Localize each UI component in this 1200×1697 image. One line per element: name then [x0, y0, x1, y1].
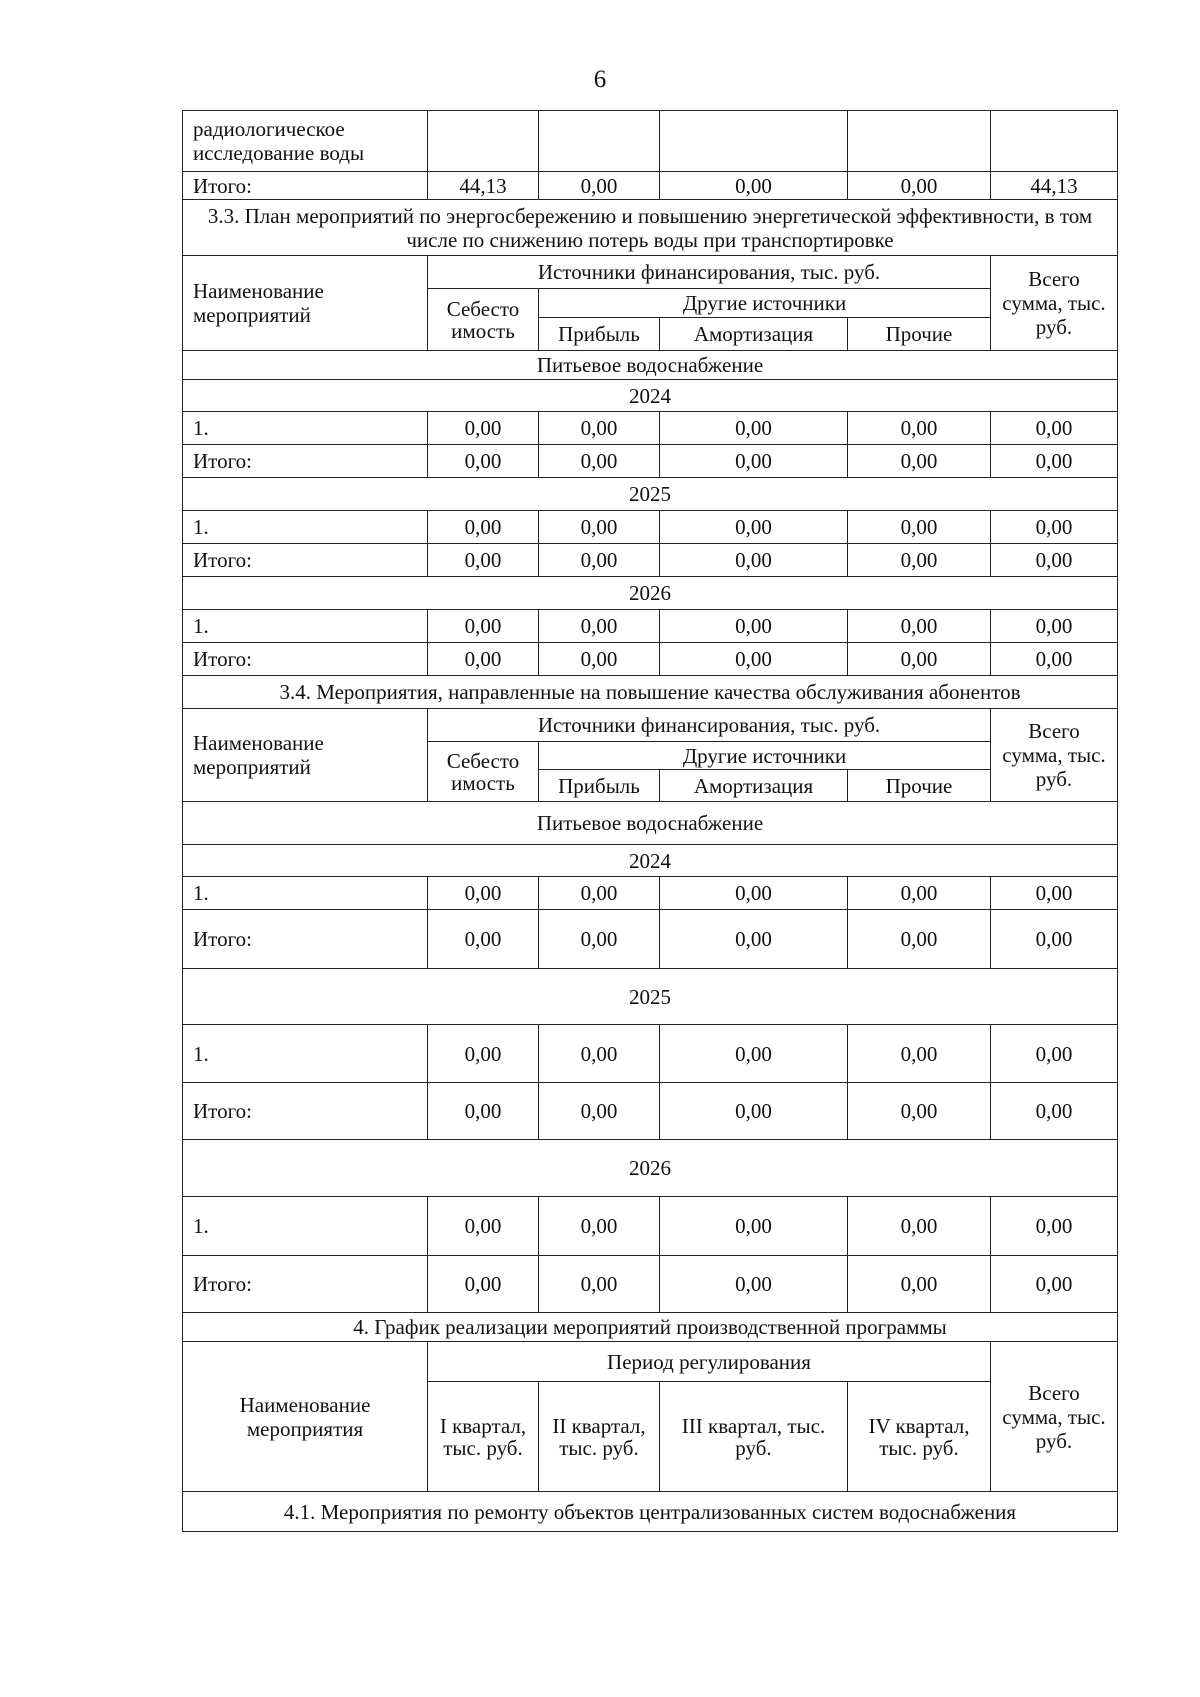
- section-title-row: [183, 1313, 1118, 1342]
- year-label: 2024: [183, 845, 1118, 877]
- cell-value: 0,00: [848, 643, 991, 676]
- cell-value: 0,00: [660, 412, 848, 445]
- cell-value: 0,00: [428, 910, 539, 969]
- header-profit: Прибыль: [539, 770, 660, 802]
- row-label: 1.: [183, 610, 428, 643]
- header-q4: IV квартал, тыс. руб.: [848, 1382, 991, 1492]
- cell-value: 0,00: [848, 1256, 991, 1313]
- subsection-row: [183, 802, 1118, 845]
- section-title-row: [183, 1492, 1118, 1532]
- section-title-3-4: 3.4. Мероприятия, направленные на повышение качества обслуживания абонентов: [183, 676, 1118, 709]
- header-cost: Себесто имость: [428, 742, 539, 802]
- cell-value: 0,00: [660, 643, 848, 676]
- table-row: [183, 643, 1118, 676]
- cell-value: 0,00: [991, 544, 1118, 577]
- cell-value: 0,00: [539, 910, 660, 969]
- table-row: [183, 172, 1118, 200]
- cell-value: 0,00: [428, 511, 539, 544]
- cell-value: 0,00: [848, 1197, 991, 1256]
- header-profit: Прибыль: [539, 318, 660, 351]
- subsection-row: [183, 351, 1118, 380]
- cell-value: 0,00: [428, 1197, 539, 1256]
- cell-value: 0,00: [539, 610, 660, 643]
- table-row: [183, 412, 1118, 445]
- header-name: Наименование мероприятий: [183, 256, 428, 351]
- header-period: Период регулирования: [428, 1342, 991, 1382]
- cell-value: 0,00: [539, 445, 660, 478]
- cell-value: 0,00: [848, 511, 991, 544]
- header-cost: Себесто имость: [428, 289, 539, 351]
- header-amort: Амортизация: [660, 770, 848, 802]
- cell-value: 0,00: [539, 1083, 660, 1140]
- cell-value: 0,00: [660, 910, 848, 969]
- header-sources: Источники финансирования, тыс. руб.: [428, 709, 991, 742]
- cell-value: 0,00: [848, 1025, 991, 1083]
- row-label: радиологическое исследование воды: [183, 111, 428, 172]
- cell-value: 0,00: [660, 172, 848, 200]
- header-other: Другие источники: [539, 289, 991, 318]
- year-row: [183, 1140, 1118, 1197]
- header-row: [183, 709, 1118, 742]
- section-title-row: [183, 676, 1118, 709]
- cell-value: 0,00: [991, 1256, 1118, 1313]
- cell-value: 0,00: [428, 445, 539, 478]
- table-row: [183, 511, 1118, 544]
- cell-value: 0,00: [428, 610, 539, 643]
- table-row: [183, 1083, 1118, 1140]
- cell-value: 0,00: [660, 610, 848, 643]
- row-label: 1.: [183, 511, 428, 544]
- row-label: Итого:: [183, 172, 428, 200]
- header-total: Всего сумма, тыс. руб.: [991, 256, 1118, 351]
- cell-value: 0,00: [428, 544, 539, 577]
- section-title-3-3: 3.3. План мероприятий по энергосбережению и повышению энергетической эффективности, в том числе по снижению потерь воды при транспортировке: [183, 200, 1118, 256]
- cell-value: 0,00: [991, 1083, 1118, 1140]
- cell-value: 0,00: [660, 445, 848, 478]
- row-label: 1.: [183, 877, 428, 910]
- year-row: [183, 969, 1118, 1025]
- header-misc: Прочие: [848, 770, 991, 802]
- cell-value: 44,13: [428, 172, 539, 200]
- cell-value: 0,00: [660, 1197, 848, 1256]
- row-label: 1.: [183, 412, 428, 445]
- cell-value: 0,00: [991, 910, 1118, 969]
- row-label: Итого:: [183, 1256, 428, 1313]
- year-label: 2026: [183, 577, 1118, 610]
- year-row: [183, 577, 1118, 610]
- year-row: [183, 380, 1118, 412]
- table-row: [183, 544, 1118, 577]
- header-sources: Источники финансирования, тыс. руб.: [428, 256, 991, 289]
- cell-value: 0,00: [428, 1256, 539, 1313]
- row-label: Итого:: [183, 643, 428, 676]
- cell-value: 0,00: [848, 412, 991, 445]
- header-q2: II квартал, тыс. руб.: [539, 1382, 660, 1492]
- header-q3: III квартал, тыс. руб.: [660, 1382, 848, 1492]
- row-label: 1.: [183, 1025, 428, 1083]
- cell-value: 0,00: [428, 877, 539, 910]
- cell-value: 0,00: [660, 1083, 848, 1140]
- page-number: 6: [593, 66, 607, 93]
- cell-value: 0,00: [848, 877, 991, 910]
- table-row: [183, 1025, 1118, 1083]
- cell-value: 0,00: [848, 910, 991, 969]
- cell-value: 0,00: [848, 544, 991, 577]
- cell-value: 0,00: [991, 1025, 1118, 1083]
- table-row: [183, 610, 1118, 643]
- header-row: [183, 1342, 1118, 1382]
- cell-value: 0,00: [991, 643, 1118, 676]
- header-total: Всего сумма, тыс. руб.: [991, 1342, 1118, 1492]
- cell-value: 0,00: [848, 1083, 991, 1140]
- cell-value: 0,00: [539, 877, 660, 910]
- header-row: [183, 256, 1118, 289]
- row-label: Итого:: [183, 1083, 428, 1140]
- cell-value: 0,00: [848, 610, 991, 643]
- cell-value: 0,00: [428, 412, 539, 445]
- header-total: Всего сумма, тыс. руб.: [991, 709, 1118, 802]
- cell-value: 0,00: [660, 544, 848, 577]
- cell-value: 0,00: [991, 511, 1118, 544]
- cell-value: 0,00: [428, 1025, 539, 1083]
- subsection-label: Питьевое водоснабжение: [183, 802, 1118, 845]
- cell-value: 0,00: [660, 511, 848, 544]
- header-name: Наименование мероприятия: [183, 1342, 428, 1492]
- cell-value: 44,13: [991, 172, 1118, 200]
- cell-value: 0,00: [660, 1025, 848, 1083]
- cell-value: 0,00: [848, 172, 991, 200]
- section-title-row: [183, 200, 1118, 256]
- cell-value: 0,00: [539, 412, 660, 445]
- row-label: Итого:: [183, 445, 428, 478]
- cell-value: 0,00: [991, 412, 1118, 445]
- subsection-label: Питьевое водоснабжение: [183, 351, 1118, 380]
- cell-value: 0,00: [428, 643, 539, 676]
- year-row: [183, 845, 1118, 877]
- header-misc: Прочие: [848, 318, 991, 351]
- cell-value: 0,00: [428, 1083, 539, 1140]
- header-q1: I квартал, тыс. руб.: [428, 1382, 539, 1492]
- row-label: 1.: [183, 1197, 428, 1256]
- cell-value: 0,00: [539, 1256, 660, 1313]
- cell-value: 0,00: [539, 511, 660, 544]
- year-label: 2026: [183, 1140, 1118, 1197]
- year-row: [183, 478, 1118, 511]
- section-title-4-1: 4.1. Мероприятия по ремонту объектов централизованных систем водоснабжения: [183, 1492, 1118, 1532]
- cell-value: 0,00: [539, 1197, 660, 1256]
- header-name: Наименование мероприятий: [183, 709, 428, 802]
- year-label: 2024: [183, 380, 1118, 412]
- table-row: [183, 445, 1118, 478]
- cell-value: 0,00: [660, 877, 848, 910]
- header-other: Другие источники: [539, 742, 991, 770]
- year-label: 2025: [183, 478, 1118, 511]
- table-row: [183, 1256, 1118, 1313]
- table-row: [183, 1197, 1118, 1256]
- row-label: Итого:: [183, 910, 428, 969]
- table-row: [183, 877, 1118, 910]
- cell-value: 0,00: [991, 877, 1118, 910]
- cell-value: 0,00: [539, 1025, 660, 1083]
- section-title-4: 4. График реализации мероприятий производственной программы: [183, 1313, 1118, 1342]
- year-label: 2025: [183, 969, 1118, 1025]
- cell-value: 0,00: [539, 643, 660, 676]
- cell-value: 0,00: [991, 1197, 1118, 1256]
- program-table: [182, 110, 1118, 1532]
- cell-value: 0,00: [991, 610, 1118, 643]
- cell-value: 0,00: [539, 172, 660, 200]
- table-row: [183, 910, 1118, 969]
- header-amort: Амортизация: [660, 318, 848, 351]
- cell-value: 0,00: [539, 544, 660, 577]
- cell-value: 0,00: [848, 445, 991, 478]
- cell-value: 0,00: [660, 1256, 848, 1313]
- cell-value: 0,00: [991, 445, 1118, 478]
- table-row: [183, 111, 1118, 172]
- row-label: Итого:: [183, 544, 428, 577]
